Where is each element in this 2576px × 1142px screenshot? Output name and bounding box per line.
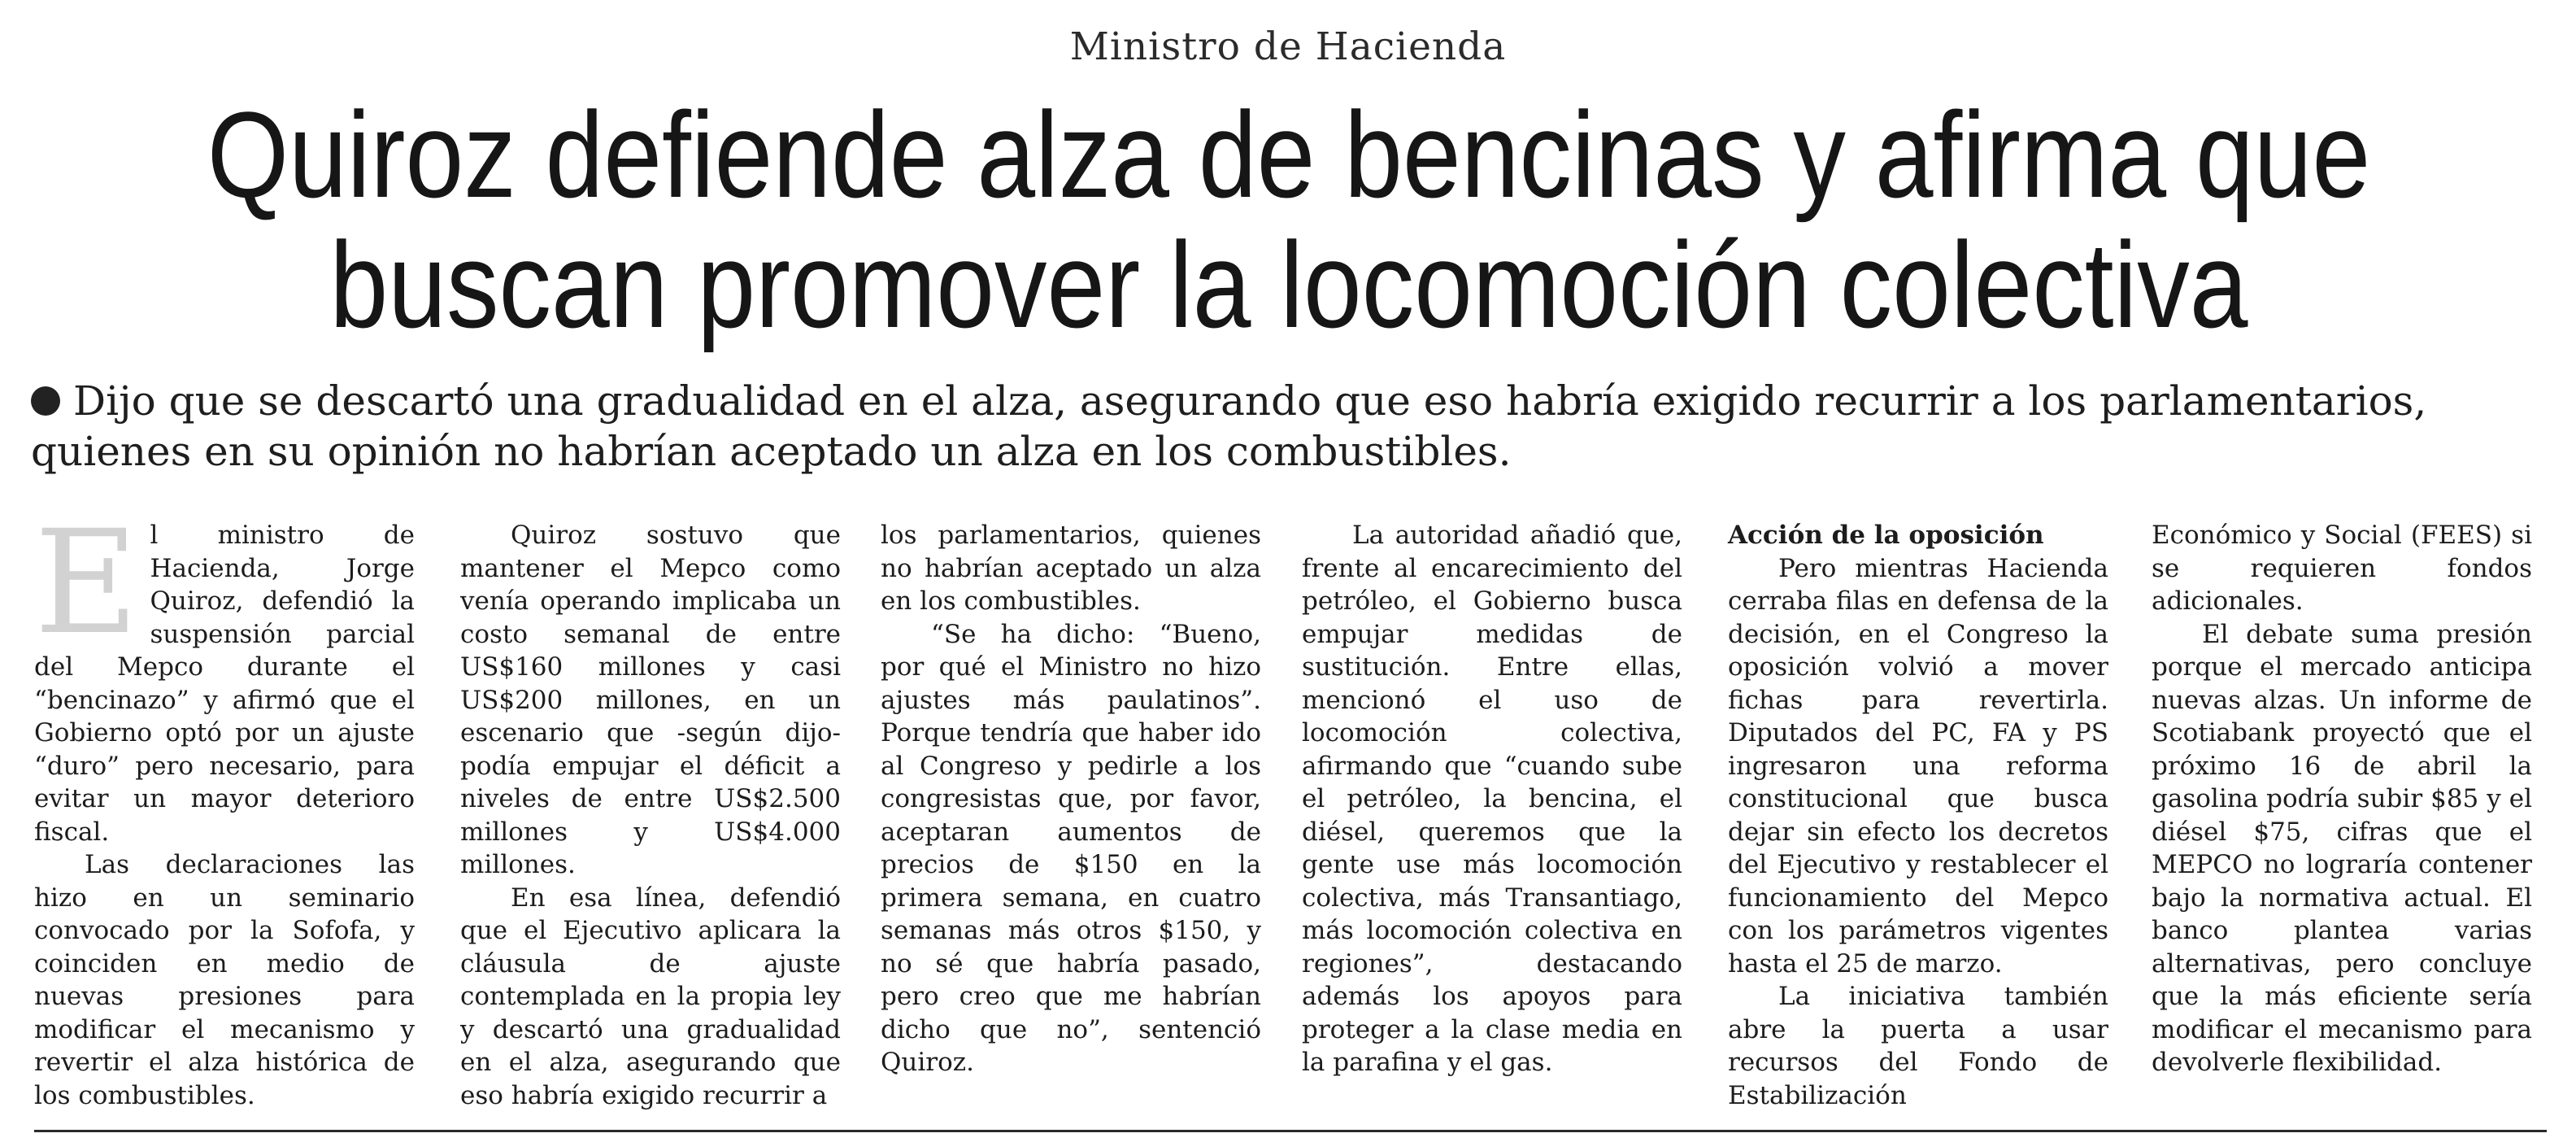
- column-6: [2152, 519, 2532, 1079]
- paragraph: Las declaraciones las hizo en un seminario convocado por la Sofofa, y coinciden en medio de nuevas presiones para modificar el mecanismo y revertir el alza histórica de los combustibles.: [34, 850, 415, 1110]
- article-body: [34, 499, 2547, 1110]
- section-label: Ministro de Hacienda: [1069, 24, 1507, 69]
- paragraph: “Se ha dicho: “Bueno, por qué el Ministro no hizo ajustes más paulatinos”. Porque tendría que haber ido al Congreso y pedirle a los congresistas que, por favor, aceptaran aumentos de precios de $150 en la primera semana, en cuatro semanas más otros $150, y no sé que habría pasado, pero creo que me habrían dicho que no”, sentenció Quiroz.: [881, 619, 1261, 1077]
- paragraph: Quiroz sostuvo que mantener el Mepco como venía operando implicaba un costo semanal de entre US$160 millones y casi US$200 millones, en un escenario que -según dijo- podía empujar el déficit a niveles de entre US$2.500 millones y US$4.000 millones.: [460, 521, 841, 879]
- column-5: [1728, 519, 2108, 1112]
- bottom-rule: [34, 1130, 2547, 1132]
- column-3: [881, 519, 1261, 1079]
- drop-cap: E: [34, 499, 139, 666]
- deck: [31, 376, 2548, 477]
- headline-line-2: buscan promover la locomoción colectiva: [329, 216, 2248, 353]
- paragraph: Económico y Social (FEES) si se requieren fondos adicionales.: [2152, 521, 2532, 616]
- bullet-icon: [31, 386, 60, 416]
- paragraph: En esa línea, defendió que el Ejecutivo aplicara la cláusula de ajuste contemplada en la propia ley y descartó una gradualidad en el alza, asegurando que eso habría exigido recurrir a: [460, 883, 841, 1110]
- headline-line-1: Quiroz defiende alza de bencinas y afirma que: [207, 86, 2371, 223]
- paragraph: La iniciativa también abre la puerta a usar recursos del Fondo de Estabilización: [1728, 982, 2108, 1110]
- paragraph: La autoridad añadió que, frente al encarecimiento del petróleo, el Gobierno busca empujar medidas de sustitución. Entre ellas, mencionó el uso de locomoción colectiva, afirmando que “cuando sube el petróleo, la bencina, el diésel, queremos que la gente use más locomoción colectiva, más Transantiago, más locomoción colectiva en regiones”, destacando además los apoyos para proteger a la clase media en la parafina y el gas.: [1302, 521, 1682, 1077]
- subheading: Acción de la oposición: [1728, 521, 2044, 550]
- column-2: [460, 519, 841, 1112]
- paragraph: El debate suma presión porque el mercado anticipa nuevas alzas. Un informe de Scotiabank proyectó que el próximo 16 de abril la gasolina podría subir $85 y el diésel $75, cifras que el MEPCO no lograría contener bajo la normativa actual. El banco plantea varias alternativas, pero concluye que la más eficiente sería modificar el mecanismo para devolverle flexibilidad.: [2152, 619, 2532, 1077]
- column-1: [34, 499, 415, 1112]
- paragraph: Pero mientras Hacienda cerraba filas en defensa de la decisión, en el Congreso la oposición volvió a mover fichas para revertirla. Diputados del PC, FA y PS ingresaron una reforma constitucional que busca dejar sin efecto los decretos del Ejecutivo y restablecer el funcionamiento del Mepco con los parámetros vigentes hasta el 25 de marzo.: [1728, 553, 2108, 979]
- paragraph: l ministro de Hacienda, Jorge Quiroz, defendió la suspensión parcial del Mepco durante el “bencinazo” y afirmó que el Gobierno optó por un ajuste “duro” pero necesario, para evitar un mayor deterioro fiscal.: [34, 521, 415, 847]
- column-4: [1302, 519, 1682, 1079]
- deck-text: Dijo que se descartó una gradualidad en el alza, asegurando que eso habría exigido recurrir a los parlamentarios, quienes en su opinión no habrían aceptado un alza en los combustibles.: [31, 377, 2427, 475]
- paragraph: los parlamentarios, quienes no habrían aceptado un alza en los combustibles.: [881, 521, 1261, 616]
